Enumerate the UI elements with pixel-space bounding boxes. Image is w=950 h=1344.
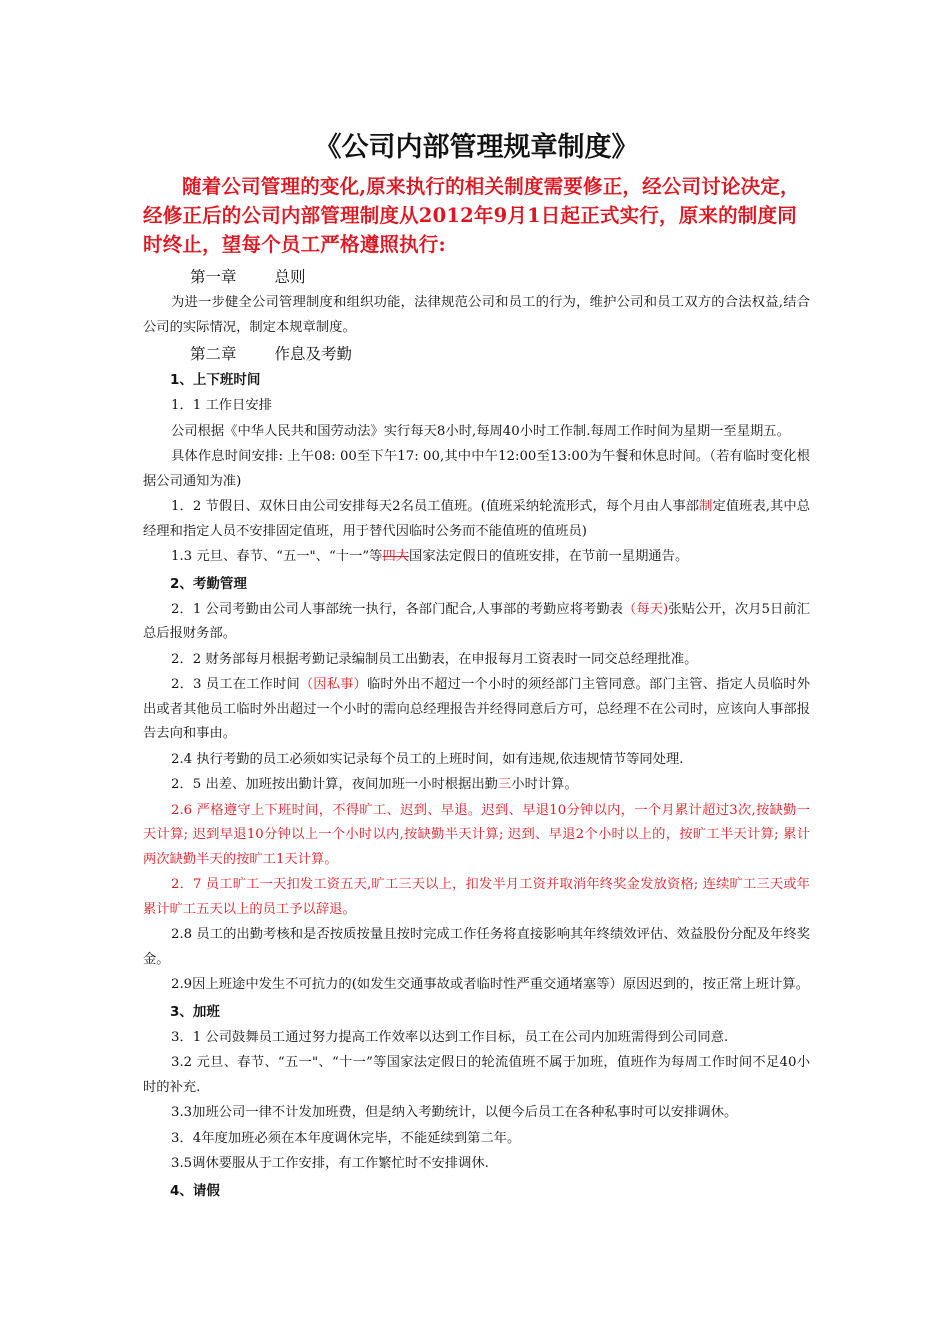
text-segment: 定值班表,其中总经理和指定人员不安排固定值班，用于替代因临时公务而不能值班的值班员)	[143, 499, 811, 539]
paragraph-1-2	[143, 495, 810, 544]
paragraph-2-2: 2．2 财务部每月根据考勤记录编制员工出勤表，在申报每月工资表时一同交总经理批准。	[171, 651, 698, 667]
intro-notice: 随着公司管理的变化,原来执行的相关制度需要修正，经公司讨论决定，经修正后的公司内部管理制度从2012年9月1日起正式实行，原来的制度同时终止，望每个员工严格遵照执行:	[143, 175, 800, 256]
section-heading-working-hours: 1、上下班时间	[170, 372, 261, 388]
section-heading-leave: 4、请假	[170, 1182, 220, 1199]
text-segment: 1．2 节假日、双休日由公司安排每天2名员工值班。(值班采纳轮流形式，每个月由人事部	[171, 499, 700, 514]
paragraph-3-3: 3.3加班公司一律不计发加班费，但是纳入考勤统计，以便今后员工在各种私事时可以安排调休。	[171, 1105, 738, 1120]
document-title: 《公司内部管理规章制度》	[314, 132, 639, 163]
chapter-number: 第一章	[190, 268, 237, 286]
text-segment: 1.3 元旦、春节、“五一"、“十一”等	[171, 549, 383, 564]
section-heading-overtime: 3、加班	[170, 1003, 220, 1020]
paragraph-1-1a: 公司根据《中华人民共和国劳动法》实行每天8小时,每周40小时工作制.每周工作时间为星期一至星期五。	[171, 423, 790, 439]
section-heading-attendance: 2、考勤管理	[170, 575, 247, 592]
paragraph-1-1: 1．1 工作日安排	[171, 398, 272, 413]
paragraph-general: 为进一步健全公司管理制度和组织功能，法律规范公司和员工的行为，维护公司和员工双方的合法权益,结合公司的实际情况，制定本规章制度。	[143, 295, 810, 335]
paragraph-2-9: 2.9因上班途中发生不可抗力的(如发生交通事故或者临时性严重交通堵塞等）原因迟到的，按正常上班计算。	[171, 977, 809, 992]
text-segment: 2．1 公司考勤由公司人事部统一执行，各部门配合,人事部的考勤应将考勤表	[171, 601, 624, 617]
paragraph-2-4: 2.4 执行考勤的员工必须如实记录每个员工的上班时间，如有违规,依违规情节等同处理.	[171, 751, 684, 767]
chapter-number: 第二章	[190, 345, 237, 363]
text-segment: 小时计算。	[511, 777, 578, 792]
revision-mark: 制	[699, 499, 713, 514]
paragraph-2-5	[143, 773, 810, 798]
text-segment: 张贴公开，次月5日前汇总后报财务部。	[143, 601, 810, 641]
text-segment: 2．5 出差、加班按出勤计算，夜间加班一小时根据出勤	[171, 777, 498, 792]
paragraph-3-1: 3．1 公司鼓舞员工通过努力提高工作效率以达到工作目标，员工在公司内加班需得到公司同意.	[171, 1029, 729, 1045]
chapter-2-heading	[143, 342, 810, 366]
chapter-1-heading	[143, 265, 810, 289]
paragraph-3-4: 3．4年度加班必须在本年度调休完毕，不能延续到第二年。	[171, 1130, 521, 1146]
paragraph-2-3	[143, 673, 810, 747]
revision-mark: （因私事）	[299, 677, 367, 692]
paragraph-2-8: 2.8 员工的出勤考核和是否按质按量且按时完成工作任务将直接影响其年终绩效评估、效益股份分配及年终奖金。	[143, 927, 810, 967]
paragraph-1-1b: 具体作息时间安排: 上午08: 00至下午17: 00,其中中午12:00至13:00为午餐和休息时间。（若有临时变化根据公司通知为准)	[143, 449, 810, 489]
revision-mark: 三	[497, 777, 512, 792]
text-segment: 临时外出不超过一个小时的须经部门主管同意。部门主管、指定人员临时外出或者其他员工临时外出超过一个小时的需向总经理报告并经得同意后方可，总经理不在公司时，应该向人事部报告去向和事由。	[143, 677, 811, 741]
revision-mark: （每天)	[623, 601, 669, 617]
deleted-text: 四大	[382, 549, 410, 564]
paragraph-3-2: 3.2 元旦、春节、“五一"、“十一”等国家法定假日的轮流值班不属于加班，值班作为每周工作时间不足40小时的补充.	[143, 1055, 810, 1095]
text-segment: 国家法定假日的值班安排，在节前一星期通告。	[409, 549, 689, 564]
text-segment: 2．3 员工在工作时间	[171, 677, 300, 692]
paragraph-2-7: 2．7 员工旷工一天扣发工资五天,旷工三天以上，扣发半月工资并取消年终奖金发放资格; 连续旷工三天或年累计旷工五天以上的员工予以辞退。	[143, 877, 810, 917]
paragraph-1-3	[143, 545, 810, 570]
paragraph-3-5: 3.5调休要服从于工作安排，有工作繁忙时不安排调休.	[171, 1156, 489, 1171]
chapter-name: 总则	[274, 268, 306, 286]
paragraph-2-1	[143, 598, 810, 647]
paragraph-2-6: 2.6 严格遵守上下班时间，不得旷工、迟到、早退。迟到、早退10分钟以内，一个月累计超过3次,按缺勤一天计算; 迟到早退10分钟以上一个小时以内,按缺勤半天计算; 迟到、早退2个小时以上的，按旷工半天计算; 累计两次缺勤半天的按旷工1天计算。	[143, 802, 810, 867]
chapter-name: 作息及考勤	[274, 345, 353, 363]
